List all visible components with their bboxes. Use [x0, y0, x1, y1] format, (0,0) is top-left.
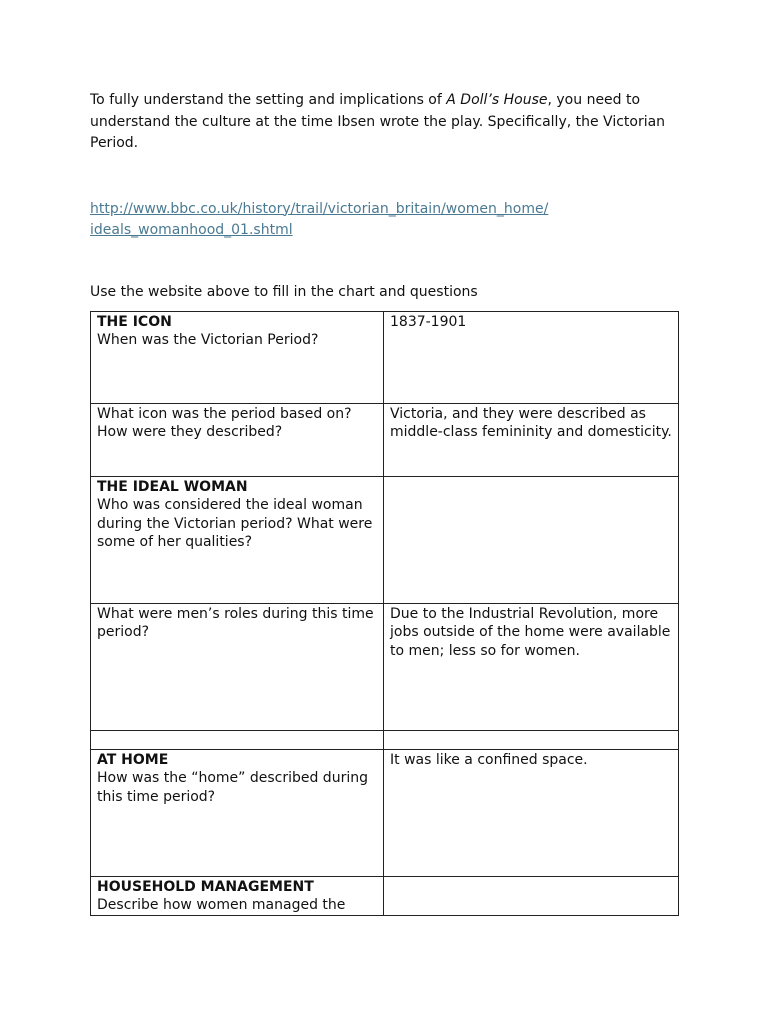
answer-cell[interactable] — [384, 604, 679, 731]
question-cell — [91, 877, 384, 916]
section-heading: THE IDEAL WOMAN — [97, 479, 248, 495]
question-cell — [91, 604, 384, 731]
intro-paragraph — [90, 90, 677, 155]
table-row — [91, 750, 679, 877]
document-page — [90, 90, 677, 302]
bbc-history-link[interactable] — [90, 199, 590, 241]
section-heading: HOUSEHOLD MANAGEMENT — [97, 879, 314, 895]
question-cell — [91, 750, 384, 877]
question-text: Who was considered the ideal woman during the Victorian period? What were some of her qualities? — [97, 497, 373, 550]
question-text: What were men’s roles during this time period? — [97, 606, 374, 641]
answer-cell[interactable] — [384, 877, 679, 916]
intro-text-after: , you need to understand the culture at the time Ibsen wrote the play. Specifically, the Victorian Period. — [90, 92, 666, 151]
answer-cell[interactable] — [384, 750, 679, 877]
answer-cell[interactable] — [384, 404, 679, 477]
table-row — [91, 877, 679, 916]
question-cell — [91, 312, 384, 404]
spacer-cell — [91, 731, 384, 750]
table-row — [91, 404, 679, 477]
answer-text: It was like a confined space. — [390, 752, 588, 768]
question-text: Describe how women managed the — [97, 897, 346, 914]
spacer-cell — [384, 731, 679, 750]
answer-text: Due to the Industrial Revolution, more jobs outside of the home were available to men; less so for women. — [390, 606, 671, 659]
intro-text-before: To fully understand the setting and implications of — [90, 92, 447, 108]
section-heading: AT HOME — [97, 752, 169, 768]
answer-text: Victoria, and they were described as middle-class femininity and domesticity. — [390, 406, 672, 441]
question-text: When was the Victorian Period? — [97, 332, 319, 349]
answer-cell[interactable] — [384, 312, 679, 404]
answer-cell[interactable] — [384, 477, 679, 604]
question-text: How was the “home” described during this time period? — [97, 770, 368, 805]
question-cell — [91, 477, 384, 604]
table-row — [91, 477, 679, 604]
play-title: A Doll’s House — [446, 92, 548, 108]
instructions: Use the website above to fill in the chart and questions — [90, 283, 478, 300]
table-row — [91, 731, 679, 750]
worksheet-chart — [90, 311, 679, 916]
section-heading: THE ICON — [97, 314, 172, 330]
table-row — [91, 312, 679, 404]
link-line-1: http://www.bbc.co.uk/history/trail/victorian_britain/women_home/ — [90, 200, 549, 217]
table-row — [91, 604, 679, 731]
question-cell — [91, 404, 384, 477]
answer-text: 1837-1901 — [390, 314, 467, 330]
question-text: What icon was the period based on? How were they described? — [97, 406, 352, 441]
link-line-2: ideals_womanhood_01.shtml — [90, 221, 293, 238]
